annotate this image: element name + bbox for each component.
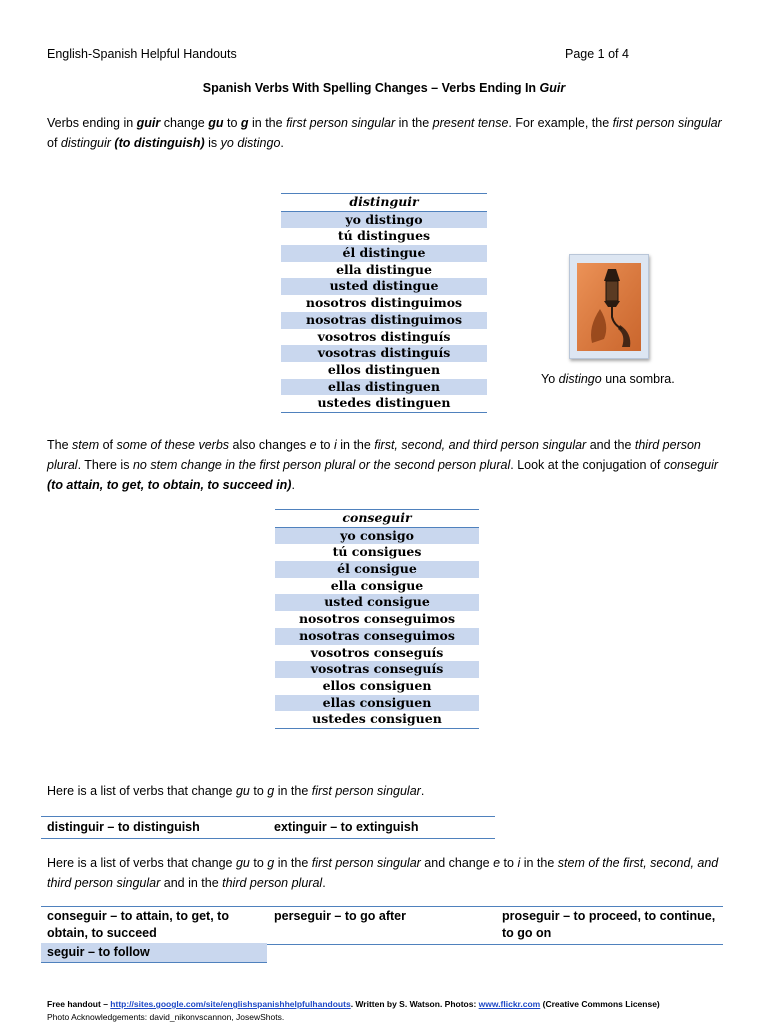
conjugation-row: ella distingue — [336, 261, 432, 277]
verb-cell: proseguir – to proceed, to continue, to go on — [502, 909, 716, 940]
conjugation-row: ustedes consiguen — [275, 711, 479, 729]
verb-cell: extinguir – to extinguish — [274, 820, 419, 834]
list2-intro: Here is a list of verbs that change gu to g in the first person singular and change e to i in the stem of the first, second, and third person singular and in the third person plural. — [47, 856, 719, 890]
footer-line-2: Photo Acknowledgements: david_nikonvscannon, JosewShots. — [47, 1012, 285, 1022]
footer-line-1: Free handout – http://sites.google.com/site/englishspanishhelpfulhandouts. Written by S. Watson. Photos: www.flickr.com (Creative Commons License) — [47, 999, 660, 1009]
photo-caption: Yo distingo una sombra. — [541, 372, 675, 386]
list1-intro: Here is a list of verbs that change gu to g in the first person singular. — [47, 784, 425, 798]
verb-list-table-2-row2 — [41, 943, 267, 963]
conjugation-row: nosotros conseguimos — [298, 611, 456, 627]
intro-paragraph: Verbs ending in guir change gu to g in the first person singular in the present tense. For example, the first person singular of distinguir (to distinguish) is yo distingo. — [47, 116, 722, 150]
conjugation-row: tú consigues — [332, 544, 422, 560]
page-number: Page 1 of 4 — [565, 47, 629, 61]
conjugation-row: ustedes distinguen — [281, 395, 487, 413]
conjugation-row: nosotras conseguimos — [275, 628, 479, 645]
conjugation-row: nosotras distinguimos — [281, 312, 487, 329]
verb-cell: conseguir – to attain, to get, to obtain, to succeed — [47, 909, 229, 940]
conjugation-row: ellas distinguen — [281, 379, 487, 396]
conjugation-row: él distingue — [281, 245, 487, 262]
header-title: English-Spanish Helpful Handouts — [47, 47, 237, 61]
table-header: conseguir — [275, 509, 479, 528]
verb-cell: seguir – to follow — [47, 945, 150, 959]
table-header: distinguir — [281, 193, 487, 212]
lamp-shadow-image — [570, 255, 648, 358]
verb-cell: distinguir – to distinguish — [47, 820, 200, 834]
conjugation-row: usted distingue — [281, 278, 487, 295]
distinguir-conjugation-table — [281, 193, 487, 413]
flickr-link[interactable]: www.flickr.com — [478, 999, 541, 1009]
verb-list-table-2 — [41, 906, 723, 945]
page-title: Spanish Verbs With Spelling Changes – Verbs Ending In Guir — [202, 81, 566, 95]
conjugation-row: vosotros distinguís — [317, 328, 451, 344]
conjugation-row: yo consigo — [275, 528, 479, 545]
conjugation-row: ella consigue — [330, 577, 424, 593]
conjugation-row: ellos distinguen — [327, 361, 441, 377]
conjugation-row: tú distingues — [337, 228, 431, 244]
footer — [47, 998, 747, 1024]
conjugation-row: ellos consiguen — [322, 677, 432, 693]
verb-cell: perseguir – to go after — [274, 909, 406, 923]
conjugation-row: vosotros conseguís — [310, 644, 444, 660]
conseguir-conjugation-table — [275, 509, 479, 729]
lamp-photo — [569, 254, 649, 359]
verb-list-table-1 — [41, 816, 495, 839]
conjugation-row: ellas consiguen — [275, 695, 479, 712]
conjugation-row: usted consigue — [275, 594, 479, 611]
conjugation-row: él consigue — [275, 561, 479, 578]
conjugation-row: yo distingo — [281, 212, 487, 229]
conjugation-row: vosotras conseguís — [275, 661, 479, 678]
sites-link[interactable]: http://sites.google.com/site/englishspanishhelpfulhandouts — [110, 999, 351, 1009]
conjugation-row: nosotros distinguimos — [305, 295, 463, 311]
conjugation-row: vosotras distinguís — [281, 345, 487, 362]
stem-change-paragraph: The stem of some of these verbs also changes e to i in the first, second, and third person singular and the third person plural. There is no stem change in the first person plural or the second person plural. Look at the conjugation of conseguir (to attain, to get, to obtain, to succeed in). — [47, 438, 719, 492]
